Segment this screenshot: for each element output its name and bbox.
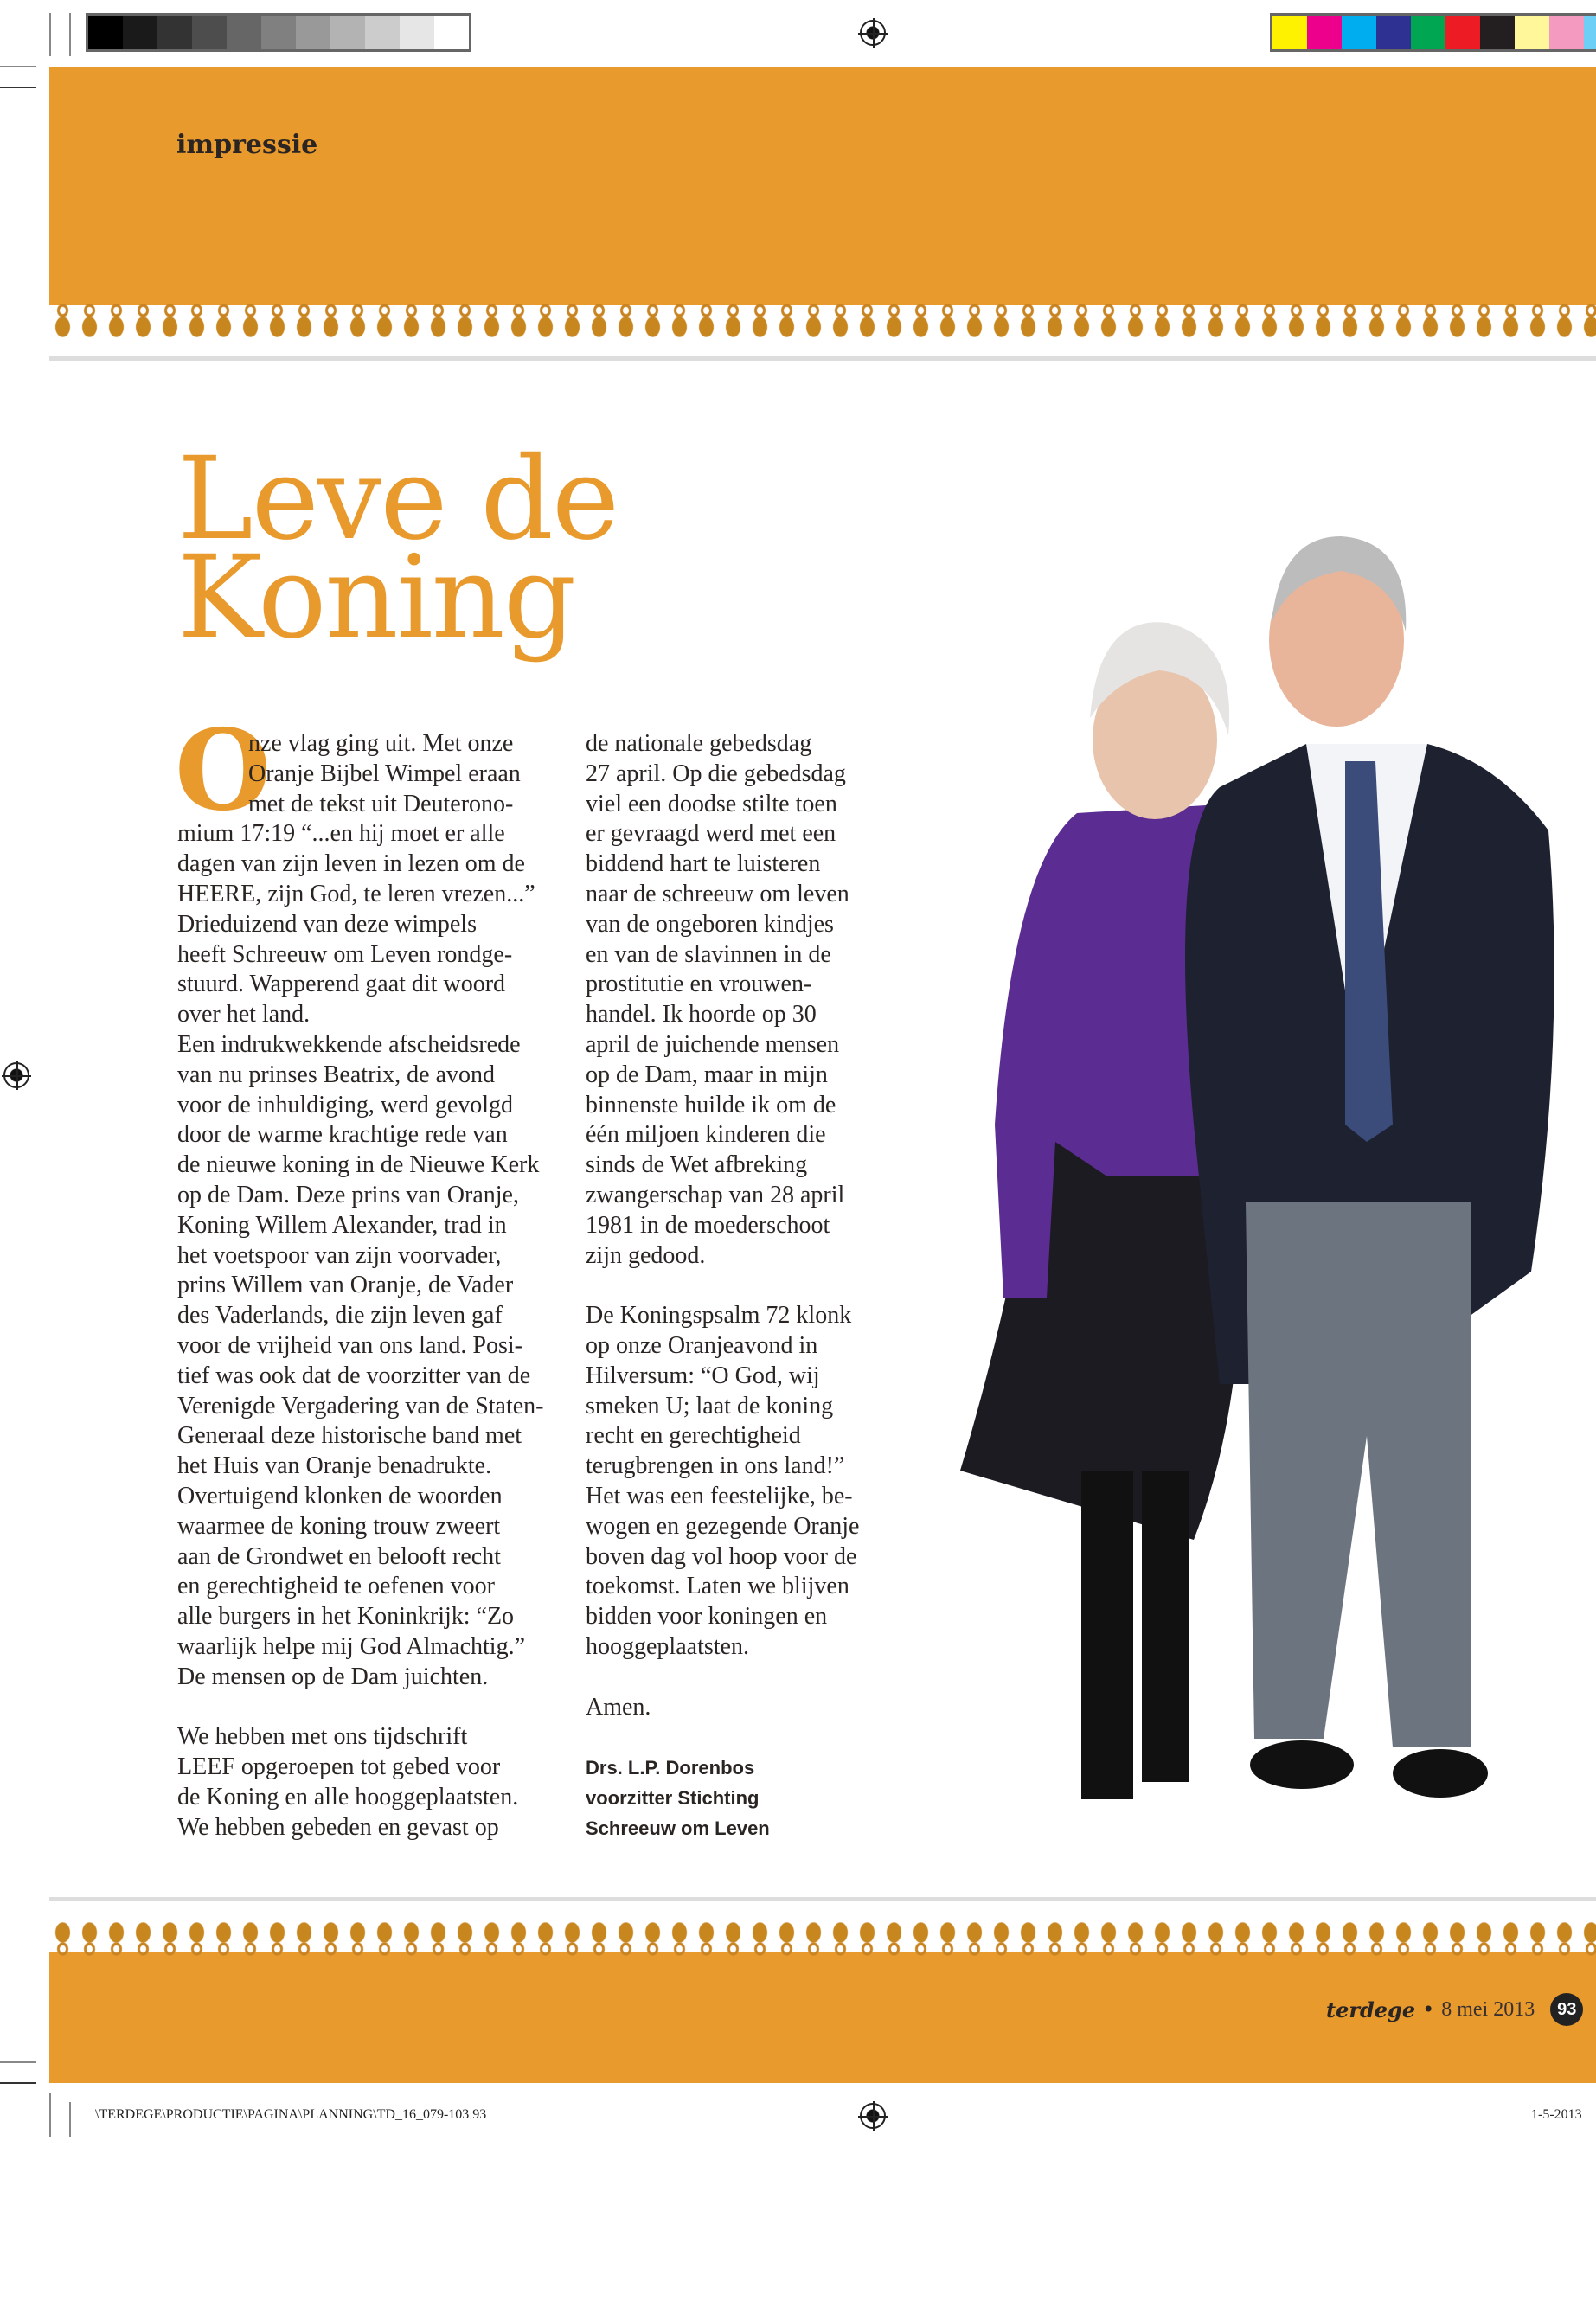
title-line: Leve de — [177, 433, 619, 566]
article-column-1 — [177, 729, 558, 1843]
text-line: Koning Willem Alexander, trad in — [177, 1211, 507, 1239]
color-swatch — [1307, 16, 1342, 49]
text-line — [177, 1693, 558, 1723]
crop-mark — [0, 87, 36, 88]
text-line: er gevraagd werd met een — [586, 820, 836, 848]
process-color-bar — [1270, 13, 1596, 52]
text-line: Drieduizend van deze wimpels — [177, 910, 477, 938]
color-swatch — [330, 16, 365, 49]
text-line: over het land. — [177, 1001, 311, 1029]
drop-cap: O — [175, 706, 272, 836]
article-title — [177, 433, 619, 664]
crop-mark — [0, 2061, 36, 2063]
color-swatch — [296, 16, 330, 49]
text-line: wogen en gezegende Oranje — [586, 1512, 860, 1540]
brand-logo: terdege — [1326, 1997, 1416, 2022]
text-line: mium 17:19 “...en hij moet er alle — [177, 820, 505, 848]
text-line: stuurd. Wapperend gaat dit woord — [177, 971, 506, 998]
text-line: hooggeplaatsten. — [586, 1632, 749, 1660]
text-line: 27 april. Op die gebedsdag — [586, 760, 846, 787]
page-number-badge: 93 — [1550, 1993, 1583, 2026]
color-swatch — [1376, 16, 1411, 49]
text-line: naar de schreeuw om leven — [586, 880, 849, 907]
section-label: impressie — [176, 130, 318, 160]
text-line: op onze Oranjeavond in — [586, 1331, 818, 1359]
crop-mark — [49, 2093, 51, 2137]
color-swatch — [1515, 16, 1549, 49]
text-line: april de juichende mensen — [586, 1030, 840, 1058]
text-line: de nationale gebedsdag — [586, 730, 812, 757]
text-line: toekomst. Laten we blijven — [586, 1573, 849, 1600]
text-line: prostitutie en vrouwen- — [586, 971, 812, 998]
text-line: zwangerschap van 28 april — [586, 1181, 845, 1208]
registration-mark-icon — [860, 20, 886, 46]
signature-role: voorzitter Stichting — [586, 1787, 760, 1809]
text-line: één miljoen kinderen die — [586, 1121, 826, 1149]
text-line: binnenste huilde ik om de — [586, 1091, 836, 1118]
color-swatch — [434, 16, 469, 49]
text-line: Hilversum: “O God, wij — [586, 1362, 820, 1389]
footer-dot-border — [49, 1941, 1596, 1957]
color-swatch — [1549, 16, 1584, 49]
color-swatch — [1411, 16, 1445, 49]
color-swatch — [1480, 16, 1515, 49]
signature-org: Schreeuw om Leven — [586, 1817, 770, 1839]
header-band — [49, 67, 1596, 305]
text-line: Verenigde Vergadering van de Staten- — [177, 1392, 544, 1420]
color-swatch — [1272, 16, 1307, 49]
header-dot-border — [49, 317, 1596, 337]
color-swatch — [123, 16, 157, 49]
text-line: zijn gedood. — [586, 1241, 706, 1269]
text-line: tief was ook dat de voorzitter van de — [177, 1362, 531, 1389]
crop-mark — [49, 13, 51, 56]
color-swatch — [365, 16, 400, 49]
text-line: heeft Schreeuw om Leven rondge- — [177, 940, 513, 968]
registration-mark-icon — [860, 2103, 886, 2129]
color-swatch — [261, 16, 296, 49]
text-line: We hebben met ons tijdschrift — [177, 1723, 468, 1751]
gray-color-bar — [86, 13, 471, 52]
text-line: prins Willem van Oranje, de Vader — [177, 1272, 514, 1299]
text-line: nze vlag ging uit. Met onze — [248, 730, 514, 757]
title-line: Koning — [177, 531, 575, 664]
text-line: en gerechtigheid te oefenen voor — [177, 1573, 495, 1600]
slug-path: \TERDEGE\PRODUCTIE\PAGINA\PLANNING\TD_16_079-103 93 — [95, 2107, 487, 2122]
text-line: waarmee de koning trouw zweert — [177, 1512, 501, 1540]
couple-photo — [908, 519, 1596, 1860]
folio — [1326, 1993, 1583, 2026]
footer-dot-border — [49, 1922, 1596, 1943]
divider — [49, 356, 1596, 361]
text-line: sinds de Wet afbreking — [586, 1151, 808, 1179]
text-line: HEERE, zijn God, te leren vrezen...” — [177, 880, 535, 907]
text-line: De Koningspsalm 72 klonk — [586, 1302, 852, 1330]
text-line: op de Dam, maar in mijn — [586, 1061, 828, 1088]
text-line: het Huis van Oranje benadrukte. — [177, 1452, 492, 1480]
text-line: smeken U; laat de koning — [586, 1392, 834, 1420]
divider — [49, 1897, 1596, 1901]
text-line: biddend hart te luisteren — [586, 850, 821, 878]
text-line: van nu prinses Beatrix, de avond — [177, 1061, 496, 1088]
text-line: aan de Grondwet en belooft recht — [177, 1542, 501, 1570]
crop-mark — [69, 2102, 71, 2137]
text-line: handel. Ik hoorde op 30 — [586, 1001, 817, 1029]
text-line: waarlijk helpe mij God Almachtig.” — [177, 1632, 526, 1660]
text-line: Generaal deze historische band met — [177, 1422, 522, 1450]
registration-mark-icon — [3, 1062, 29, 1088]
color-swatch — [192, 16, 227, 49]
text-line: bidden voor koningen en — [586, 1603, 828, 1631]
color-swatch — [400, 16, 434, 49]
text-line: dagen van zijn leven in lezen om de — [177, 850, 525, 878]
text-line: de nieuwe koning in de Nieuwe Kerk — [177, 1151, 540, 1179]
text-line: alle burgers in het Koninkrijk: “Zo — [177, 1603, 515, 1631]
color-swatch — [88, 16, 123, 49]
text-line: van de ongeboren kindjes — [586, 910, 834, 938]
signature — [586, 1753, 770, 1843]
text-line: boven dag vol hoop voor de — [586, 1542, 857, 1570]
text-line: met de tekst uit Deuterono- — [248, 790, 514, 817]
text-line: voor de vrijheid van ons land. Posi- — [177, 1331, 522, 1359]
text-line: de Koning en alle hooggeplaatsten. — [177, 1783, 519, 1811]
text-line: en van de slavinnen in de — [586, 940, 831, 968]
signature-name: Drs. L.P. Dorenbos — [586, 1757, 755, 1779]
color-swatch — [1342, 16, 1376, 49]
text-line: De mensen op de Dam juichten. — [177, 1663, 489, 1690]
text-line: recht en gerechtigheid — [586, 1422, 801, 1450]
text-line: door de warme krachtige rede van — [177, 1121, 508, 1149]
text-line: op de Dam. Deze prins van Oranje, — [177, 1181, 519, 1208]
text-line: het voetspoor van zijn voorvader, — [177, 1241, 502, 1269]
text-line: Een indrukwekkende afscheidsrede — [177, 1030, 521, 1058]
color-swatch — [227, 16, 261, 49]
text-line: terugbrengen in ons land!” — [586, 1452, 845, 1480]
color-swatch — [1584, 16, 1596, 49]
man-figure — [1185, 536, 1554, 1798]
issue-date: 8 mei 2013 — [1441, 1997, 1535, 2021]
text-line: Amen. — [586, 1693, 651, 1721]
text-line: Het was een feestelijke, be- — [586, 1482, 853, 1509]
crop-mark — [0, 66, 36, 67]
crop-mark — [0, 2082, 36, 2084]
text-line: Overtuigend klonken de woorden — [177, 1482, 503, 1509]
text-line: des Vaderlands, die zijn leven gaf — [177, 1302, 503, 1330]
text-line: viel een doodse stilte toen — [586, 790, 837, 817]
text-line: voor de inhuldiging, werd gevolgd — [177, 1091, 514, 1118]
color-swatch — [1445, 16, 1480, 49]
text-line: Oranje Bijbel Wimpel eraan — [248, 760, 521, 787]
separator: • — [1422, 1997, 1435, 2022]
color-swatch — [157, 16, 192, 49]
text-line: We hebben gebeden en gevast op — [177, 1813, 499, 1841]
slug-date: 1-5-2013 — [1531, 2107, 1582, 2122]
crop-mark — [69, 13, 71, 56]
text-line: LEEF opgeroepen tot gebed voor — [177, 1753, 501, 1781]
text-line: 1981 in de moederschoot — [586, 1211, 830, 1239]
